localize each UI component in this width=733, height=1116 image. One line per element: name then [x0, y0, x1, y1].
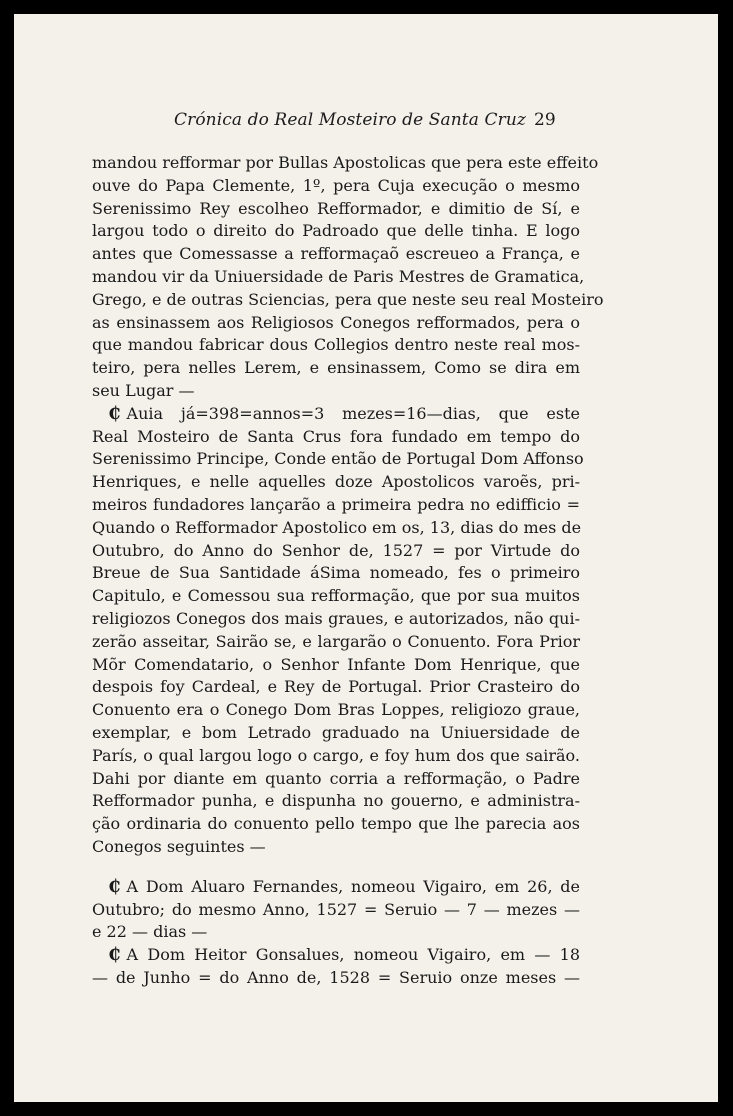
text-line: zerão asseitar, Sairão se, e largarão o Conuento. Fora Prior	[92, 631, 580, 651]
paragraph-mark-icon: ₵	[108, 944, 121, 966]
text-line: seu Lugar —	[92, 380, 195, 400]
text-line-content: Auia já=398=annos=3 mezes=16—dias, que este	[126, 403, 580, 423]
text-line: Outubro, do Anno do Senhor de, 1527 = por Virtude do	[92, 540, 580, 560]
paragraph-spacer	[92, 859, 580, 876]
text-line: teiro, pera nelles Lerem, e ensinassem, Como se dira em	[92, 358, 580, 378]
text-line: Dahi por diante em quanto corria a refformação, o Padre	[92, 768, 580, 788]
text-line: largou todo o direito do Padroado que delle tinha. E logo	[92, 221, 580, 241]
text-line: antes que Comessasse a refformaçaõ escreueo a França, e	[92, 244, 580, 264]
text-line: mandou refformar por Bullas Apostolicas que pera este effeito	[92, 153, 599, 172]
paragraph	[92, 876, 580, 944]
paragraph	[92, 152, 604, 403]
text-line: Serenissimo Rey escolheo Refformador, e dimitio de Sí, e	[92, 198, 580, 218]
text-line-content: A Dom Aluaro Fernandes, nomeou Vigairo, em 26, de	[126, 876, 580, 896]
text-line: Conuento era o Conego Dom Bras Loppes, religiozo graue,	[92, 700, 580, 720]
text-line: — de Junho = do Anno de, 1528 = Seruio onze meses —	[92, 967, 580, 987]
text-line: Breue de Sua Santidade áSima nomeado, fes o primeiro	[92, 563, 580, 583]
book-page	[14, 14, 718, 1102]
text-line: meiros fundadores lançarão a primeira pedra no edifficio =	[92, 494, 580, 514]
text-line: Serenissimo Principe, Conde então de Portugal Dom Affonso	[92, 449, 584, 469]
paragraph	[92, 944, 580, 990]
text-line: Capitulo, e Comessou sua refformação, que por sua muitos	[92, 586, 580, 606]
text-line: Henriques, e nelle aquelles doze Apostolicos varoẽs, pri-	[92, 472, 580, 492]
body-text	[92, 152, 604, 990]
text-line: que mandou fabricar dous Collegios dentro neste real mos-	[92, 335, 580, 355]
text-line: Outubro; do mesmo Anno, 1527 = Seruio — 7 — mezes —	[92, 899, 580, 919]
text-line: Grego, e de outras Sciencias, pera que neste seu real Mosteiro	[92, 289, 604, 309]
running-header	[14, 110, 718, 134]
paragraph	[92, 402, 584, 859]
text-line: religiozos Conegos dos mais graues, e autorizados, não qui-	[92, 608, 580, 628]
text-line: ção ordinaria do conuento pello tempo que lhe parecia aos	[92, 814, 580, 834]
text-line: París, o qual largou logo o cargo, e foy hum dos que sairão.	[92, 745, 580, 765]
running-title: Crónica do Real Mosteiro de Santa Cruz	[174, 110, 526, 130]
paragraph-mark-icon: ₵	[108, 875, 121, 897]
text-line: mandou vir da Uniuersidade de Paris Mestres de Gramatica,	[92, 266, 585, 286]
text-line: Quando o Refformador Apostolico em os, 13, dias do mes de	[92, 517, 582, 537]
text-line: Conegos seguintes —	[92, 836, 266, 856]
text-line	[92, 944, 580, 967]
text-line: Refformador punha, e dispunha no gouerno, e administra-	[92, 791, 580, 811]
text-line	[92, 876, 580, 899]
text-line: exemplar, e bom Letrado graduado na Uniuersidade de	[92, 722, 580, 742]
text-line: Mõr Comendatario, o Senhor Infante Dom Henrique, que	[92, 654, 580, 674]
text-line	[92, 403, 580, 426]
paragraph-mark-icon: ₵	[108, 402, 121, 424]
page-number: 29	[534, 110, 556, 130]
text-line: despois foy Cardeal, e Rey de Portugal. Prior Crasteiro do	[92, 677, 580, 697]
text-line: Real Mosteiro de Santa Crus fora fundado em tempo do	[92, 426, 580, 446]
text-line: ouve do Papa Clemente, 1º, pera Cuja execução o mesmo	[92, 175, 580, 195]
text-line: as ensinassem aos Religiosos Conegos refformados, pera o	[92, 312, 580, 332]
text-line: e 22 — dias —	[92, 922, 208, 942]
text-line-content: A Dom Heitor Gonsalues, nomeou Vigairo, em — 18	[126, 945, 580, 965]
